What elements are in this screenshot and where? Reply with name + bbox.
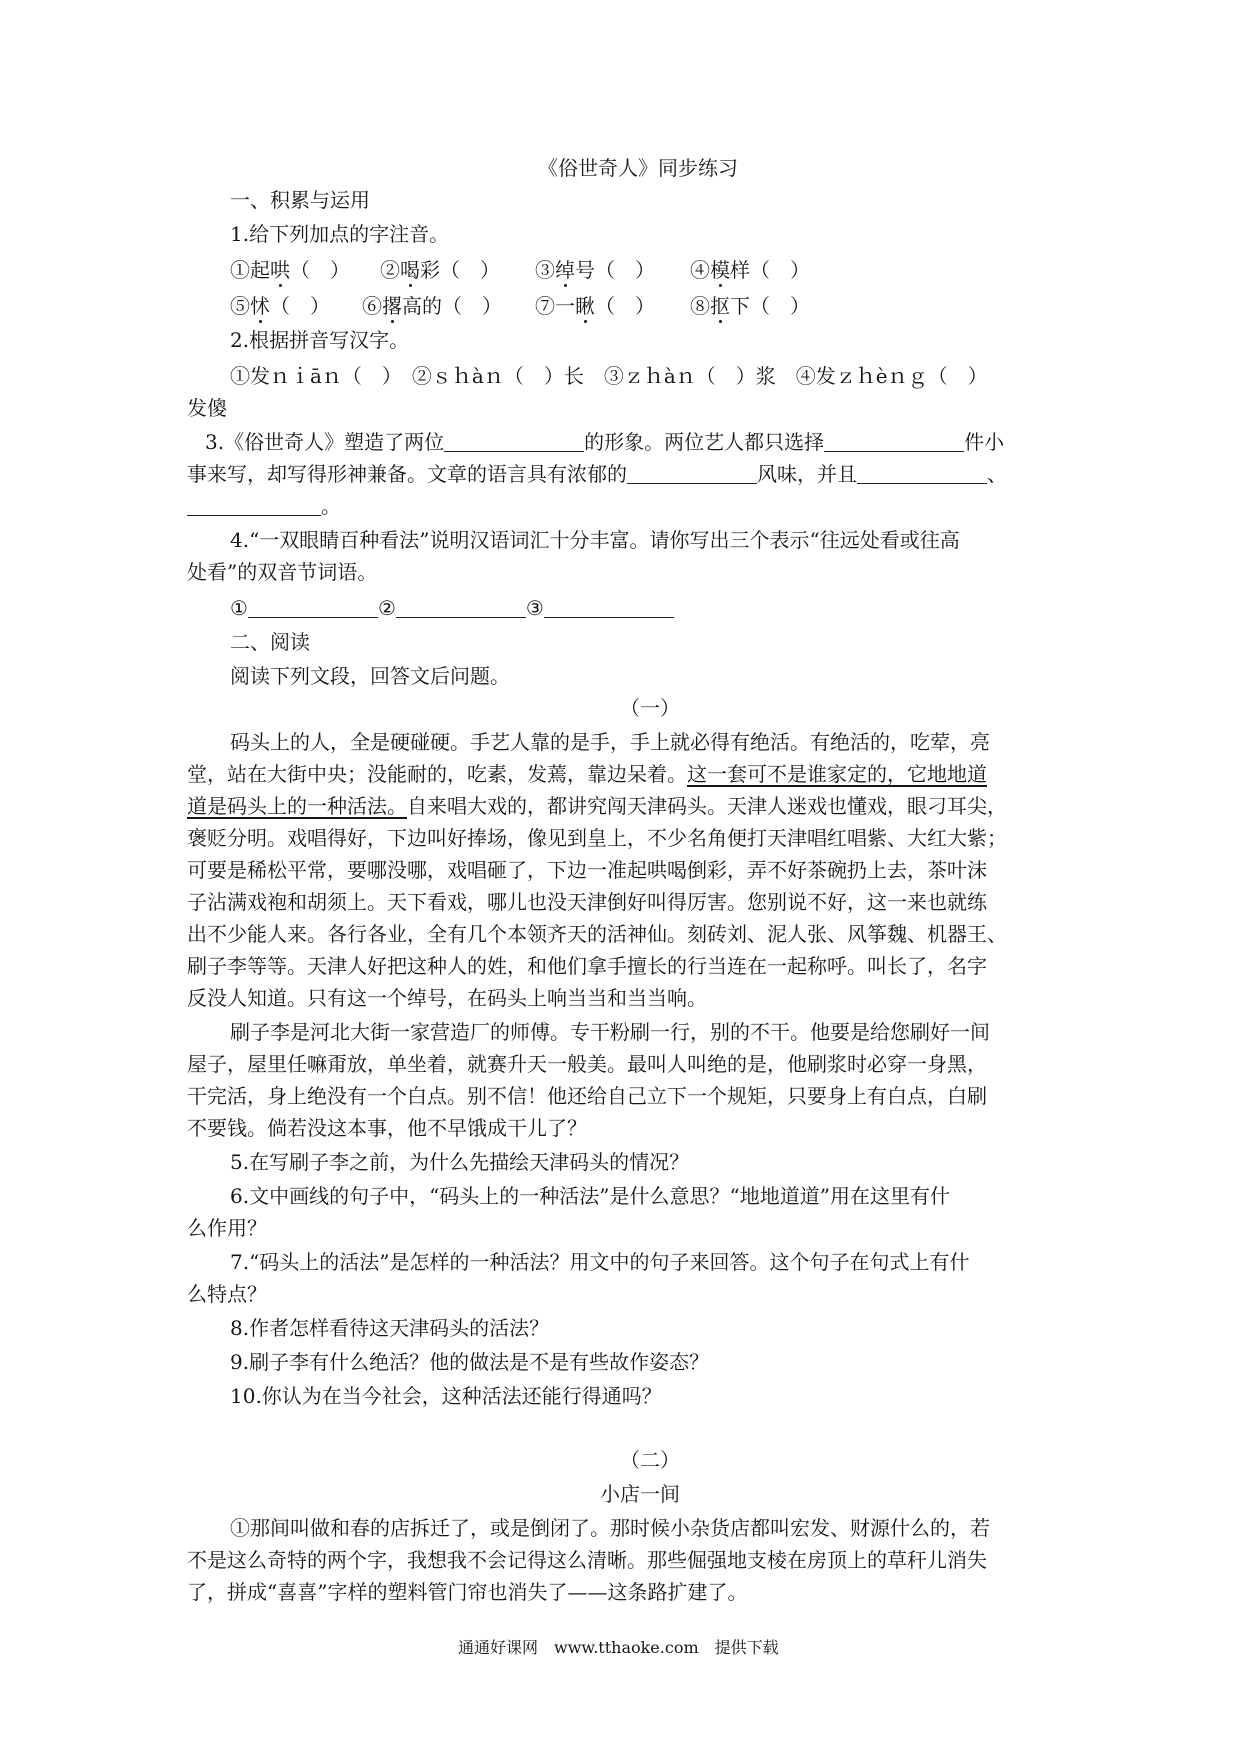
- question-2-line-2: 发傻: [187, 396, 227, 420]
- question-3-line-3: 。: [187, 490, 341, 522]
- underlined-sentence: 道是码头上的一种活法。: [187, 794, 407, 818]
- underlined-sentence: 这一套可不是谁家定的，它地地道: [687, 762, 987, 786]
- pinyin-item: ⑧抠下（ ）: [690, 294, 810, 318]
- passage-label: （一）: [620, 696, 680, 720]
- question-2-line-1: ①发ｎｉāｎ（ ） ②ｓｈàｎ（ ）长 ③ｚｈàｎ（ ）浆 ④发ｚｈèｎｇ（ ）: [230, 364, 988, 388]
- question-4-line-2: 处看”的双音节词语。: [187, 560, 378, 584]
- question-2-prompt: 2.根据拼音写汉字。: [230, 328, 410, 352]
- question-4-blanks: ① ② ③: [230, 592, 674, 624]
- reading-instruction: 阅读下列文段，回答文后问题。: [230, 664, 510, 688]
- answer-blank[interactable]: [627, 461, 757, 484]
- question-3-line-2: 事来写，却写得形神兼备。文章的语言具有浓郁的 风味，并且 、: [187, 462, 1007, 486]
- pinyin-item: ④模样（ ）: [690, 258, 810, 282]
- section-heading: 二、阅读: [230, 630, 310, 654]
- passage-line: 不是这么奇特的两个字，我想我不会记得这么清晰。那些倔强地支棱在房顶上的草秆儿消失: [187, 1548, 987, 1572]
- question-7-line-1: 7.“码头上的活法”是怎样的一种活法？用文中的句子来回答。这个句子在句式上有什: [230, 1250, 970, 1274]
- passage-line: 子沾满戏袍和胡须上。天下看戏，哪儿也没天津倒好叫得厉害。您别说不好，这一来也就练: [187, 890, 987, 914]
- passage-line: 干完活，身上绝没有一个白点。别不信！他还给自己立下一个规矩，只要身上有白点，白刷: [187, 1084, 987, 1108]
- passage-line: 褒贬分明。戏唱得好，下边叫好捧场，像见到皇上，不少名角便打天津唱红唱紫、大红大紫；: [187, 826, 1007, 850]
- answer-blank[interactable]: [824, 429, 964, 452]
- page-title: 《俗世奇人》同步练习: [538, 156, 738, 180]
- passage-line: 屋子，屋里任嘛甭放，单坐着，就赛升天一般美。最叫人叫绝的是，他刷浆时必穿一身黑，: [187, 1052, 987, 1076]
- question-1-prompt: 1.给下列加点的字注音。: [230, 222, 450, 246]
- question-8: 8.作者怎样看待这天津码头的活法？: [230, 1316, 550, 1340]
- passage-line: 不要钱。倘若没这本事，他不早饿成干儿了？: [187, 1116, 587, 1140]
- question-3-line-1: 3.《俗世奇人》塑造了两位 的形象。两位艺人都只选择 件小: [205, 430, 1005, 454]
- answer-blank[interactable]: [187, 493, 321, 516]
- question-4-line-1: 4.“一双眼睛百种看法”说明汉语词汇十分丰富。请你写出三个表示“往远处看或往高: [230, 528, 960, 552]
- pinyin-item: ⑤怵（ ）: [230, 294, 330, 318]
- passage-line: ①那间叫做和春的店拆迁了，或是倒闭了。那时候小杂货店都叫宏发、财源什么的，若: [230, 1516, 990, 1540]
- pinyin-item: ②喝彩（ ）: [380, 258, 500, 282]
- passage-line: 刷子李是河北大街一家营造厂的师傅。专干粉刷一行，别的不干。他要是给您刷好一间: [230, 1020, 990, 1044]
- passage-line: 码头上的人，全是硬碰硬。手艺人靠的是手，手上就必得有绝活。有绝活的，吃荤，亮: [230, 730, 990, 754]
- pinyin-item: ③绰号（ ）: [535, 258, 655, 282]
- passage-line: 可要是稀松平常，要哪没哪，戏唱砸了，下边一准起哄喝倒彩，弄不好茶碗扔上去，茶叶沫: [187, 858, 987, 882]
- answer-blank[interactable]: [396, 595, 526, 618]
- question-5: 5.在写刷子李之前，为什么先描绘天津码头的情况？: [230, 1150, 690, 1174]
- answer-blank[interactable]: [544, 595, 674, 618]
- question-6-line-1: 6.文中画线的句子中，“码头上的一种活法”是什么意思？“地地道道”用在这里有什: [230, 1184, 950, 1208]
- answer-blank[interactable]: [857, 461, 987, 484]
- page-footer: 通通好课网 www.tthaoke.com 提供下载: [458, 1638, 779, 1657]
- passage-line: 刷子李等等。天津人好把这种人的姓，和他们拿手擅长的行当连在一起称呼。叫长了，名字: [187, 954, 987, 978]
- passage-line: 堂，站在大街中央；没能耐的，吃素，发蔫，靠边呆着。这一套可不是谁家定的，它地地道: [187, 762, 987, 786]
- question-9: 9.刷子李有什么绝活？他的做法是不是有些故作姿态？: [230, 1350, 710, 1374]
- passage-line: 反没人知道。只有这一个绰号，在码头上响当当和当当响。: [187, 986, 707, 1010]
- passage-line: 出不少能人来。各行各业，全有几个本领齐天的活神仙。刻砖刘、泥人张、风筝魏、机器王、: [187, 922, 1007, 946]
- section-heading: 一、积累与运用: [230, 188, 370, 212]
- question-7-line-2: 么特点？: [187, 1282, 267, 1306]
- question-10: 10.你认为在当今社会，这种活法还能行得通吗？: [230, 1384, 662, 1408]
- pinyin-item: ⑦一瞅（ ）: [535, 294, 655, 318]
- passage-title: 小店一间: [600, 1482, 680, 1506]
- answer-blank[interactable]: [444, 429, 584, 452]
- pinyin-item: ①起哄（ ）: [230, 258, 350, 282]
- passage-line: 道是码头上的一种活法。自来唱大戏的，都讲究闯天津码头。天津人迷戏也懂戏，眼刁耳尖，: [187, 794, 1007, 818]
- pinyin-item: ⑥撂高的（ ）: [362, 294, 502, 318]
- passage-line: 了，拼成“喜喜”字样的塑料管门帘也消失了——这条路扩建了。: [187, 1580, 748, 1604]
- question-6-line-2: 么作用？: [187, 1216, 267, 1240]
- passage-label: （二）: [620, 1448, 680, 1472]
- answer-blank[interactable]: [248, 595, 378, 618]
